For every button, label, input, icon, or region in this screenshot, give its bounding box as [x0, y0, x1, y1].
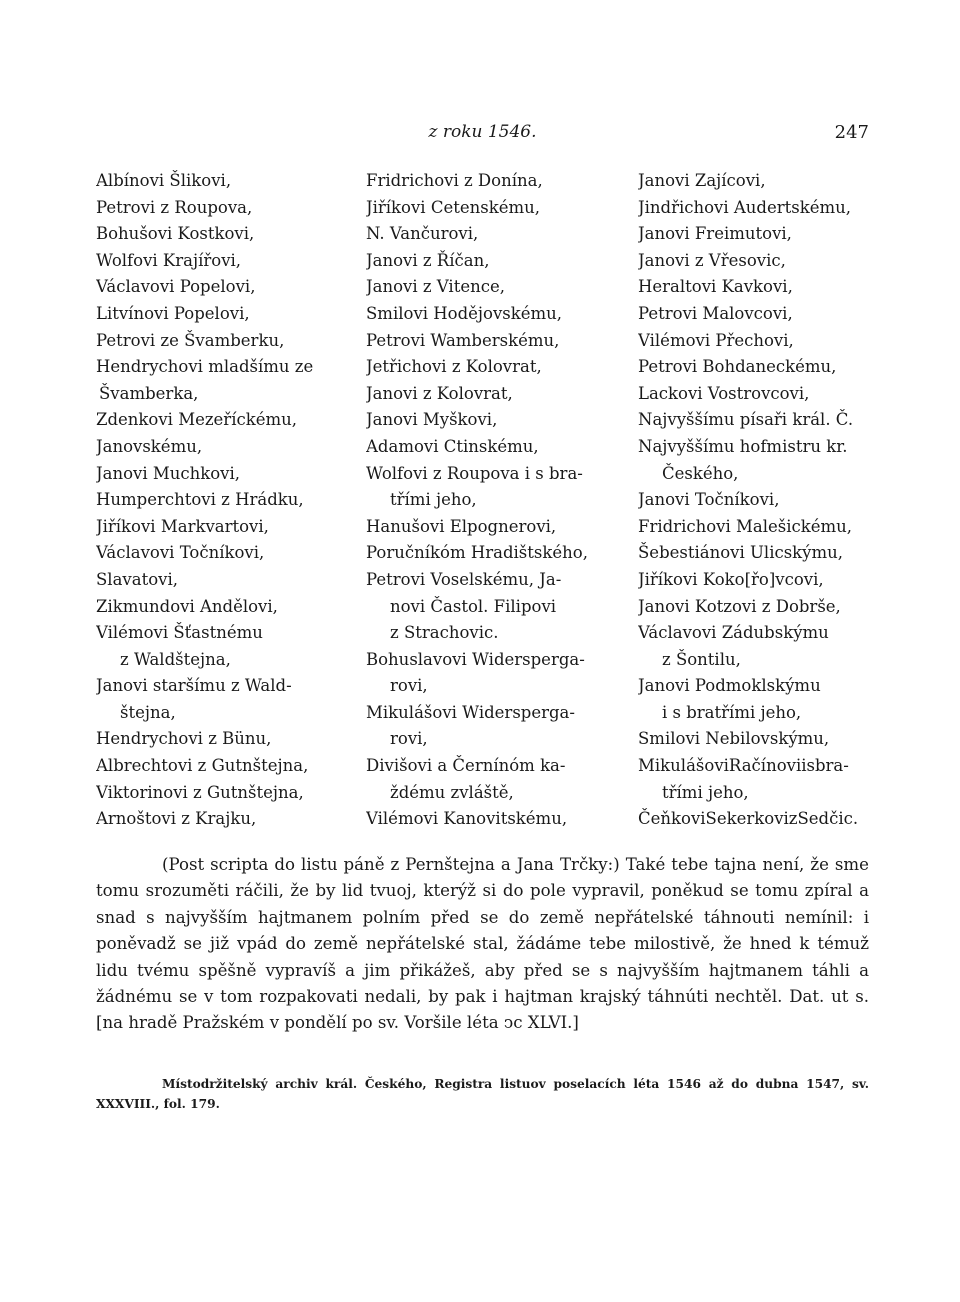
recipient-line: rovi,: [390, 729, 428, 749]
recipient-line: Janovi Freimutovi,: [638, 224, 792, 244]
recipient-line: Jetřichovi z Kolovrat,: [366, 357, 542, 377]
recipient-line: Albínovi Šlikovi,: [96, 171, 232, 190]
recipient-line: z Strachovic.: [390, 623, 499, 643]
recipient-line: Albrechtovi z Gutnštejna,: [96, 756, 309, 776]
recipient-line: Janovi Točníkovi,: [638, 490, 780, 510]
recipient-line: Švamberka,: [99, 383, 199, 403]
recipient-line: Smilovi Nebilovskýmu,: [638, 729, 830, 749]
recipient-line: ždému zvláště,: [390, 782, 514, 802]
recipient-line: Petrovi Malovcovi,: [638, 303, 793, 323]
recipient-line: Václavovi Popelovi,: [96, 277, 256, 297]
source-citation: Místodržitelský archiv král. Českého, Registra listuov poselacích léta 1546 až do dubna 1547, sv. XXXVIII., fol. 179.: [96, 1077, 869, 1111]
recipient-line: Janovi Kotzovi z Dobrše,: [638, 596, 841, 616]
recipient-line: Zdenkovi Mezeříckému,: [96, 410, 297, 430]
recipient-line: Hendrychovi z Bünu,: [96, 729, 272, 749]
recipient-line: z Waldštejna,: [120, 649, 231, 669]
recipient-line: z Šontilu,: [662, 649, 741, 669]
recipient-line: Vilémovi Přechovi,: [638, 330, 794, 350]
recipient-line: třími jeho,: [390, 490, 477, 510]
postscript-paragraph: [96, 852, 869, 1037]
recipient-line: ČeňkoviSekerkovizSedčic.: [638, 809, 859, 829]
page-number: 247: [834, 122, 869, 143]
recipient-line: Slavatovi,: [96, 569, 178, 589]
recipient-line: rovi,: [390, 676, 428, 696]
recipient-line: Petrovi Wamberskému,: [366, 330, 560, 350]
recipient-line: štejna,: [120, 702, 176, 722]
recipient-line: Šebestiánovi Ulicskýmu,: [638, 543, 844, 563]
source-note: [96, 1074, 869, 1114]
recipient-line: Jiříkovi Cetenskému,: [366, 197, 540, 217]
recipient-line: Arnoštovi z Krajku,: [96, 809, 257, 829]
recipient-line: Janovskému,: [96, 436, 203, 456]
recipient-line: MikulášoviRačínoviisbra-: [638, 756, 849, 776]
recipient-line: Bohušovi Kostkovi,: [96, 224, 255, 244]
recipient-list: [96, 168, 876, 828]
recipient-line: Václavovi Točníkovi,: [96, 543, 265, 563]
recipient-line: Jiříkovi Markvartovi,: [96, 516, 269, 536]
recipient-line: Petrovi z Roupova,: [96, 197, 253, 217]
recipient-line: N. Vančurovi,: [366, 224, 479, 244]
recipient-line: Najvyššímu písaři král. Č.: [638, 410, 854, 430]
recipient-column-3: [638, 168, 876, 833]
postscript-text: (Post scripta do listu páně z Pernštejna a Jana Trčky:) Také tebe tajna není, že sme tomu srozuměti ráčili, že by lid tvuoj, kterýž si do pole vypravil, poněkud se tomu zpíral a snad s najvyšším hajtmanem polním před se do země nepřátelské táhnouti nemínil: i poněvadž se již vpád do země nepřátelské stal, žádáme tebe milostivě, že hned k témuž lidu tvému spěšně vypravíš a jim přikážeš, aby před se s najvyšším hajtmanem táhli a žádnému se v tom rozpakovati nedali, by pak i hajtman krajský táhnúti nechtěl. Dat. ut s. [na hradě Pražském v pondělí po sv. Voršile léta ↄc XLVI.]: [96, 855, 869, 1033]
recipient-line: Wolfovi z Roupova i s bra-: [366, 463, 583, 483]
recipient-line: Petrovi Bohdaneckému,: [638, 357, 837, 377]
recipient-line: Janovi Zajícovi,: [638, 171, 766, 190]
recipient-line: Lackovi Vostrovcovi,: [638, 383, 810, 403]
recipient-line: Janovi z Říčan,: [366, 250, 490, 270]
recipient-line: Janovi Myškovi,: [366, 410, 498, 430]
recipient-line: Smilovi Hodějovskému,: [366, 303, 563, 323]
recipient-line: Vilémovi Kanovitskému,: [366, 809, 568, 829]
recipient-line: Bohuslavovi Widersperga-: [366, 649, 585, 669]
recipient-line: Adamovi Ctinskému,: [366, 436, 539, 456]
recipient-line: Janovi staršímu z Wald-: [96, 676, 292, 696]
recipient-line: Petrovi Voselskému, Ja-: [366, 569, 562, 589]
recipient-line: Janovi Muchkovi,: [96, 463, 241, 483]
recipient-line: Janovi z Kolovrat,: [366, 383, 513, 403]
recipient-line: Heraltovi Kavkovi,: [638, 277, 793, 297]
recipient-line: Jindřichovi Audertskému,: [638, 197, 852, 217]
recipient-line: Poručníkóm Hradištského,: [366, 543, 588, 563]
recipient-column-1: [96, 168, 341, 833]
recipient-line: Litvínovi Popelovi,: [96, 303, 250, 323]
recipient-line: Vilémovi Šťastnému: [96, 623, 263, 643]
recipient-line: Zikmundovi Andělovi,: [96, 596, 278, 616]
recipient-line: Janovi Podmoklskýmu: [638, 676, 821, 696]
recipient-line: i s bratřími jeho,: [662, 702, 802, 722]
recipient-line: Janovi z Vřesovic,: [638, 250, 786, 270]
recipient-line: Divišovi a Černínóm ka-: [366, 756, 566, 776]
recipient-line: Hendrychovi mladšímu ze: [96, 357, 314, 377]
recipient-line: Wolfovi Krajířovi,: [96, 250, 242, 270]
recipient-line: Viktorinovi z Gutnštejna,: [96, 782, 304, 802]
recipient-line: Hanušovi Elpognerovi,: [366, 516, 557, 536]
running-title: z roku 1546.: [428, 122, 537, 142]
page-header: [96, 122, 869, 148]
recipient-line: Janovi z Vitence,: [366, 277, 505, 297]
recipient-line: Humperchtovi z Hrádku,: [96, 490, 304, 510]
recipient-line: Fridrichovi z Donína,: [366, 171, 543, 190]
recipient-line: Českého,: [662, 463, 739, 483]
recipient-line: Najvyššímu hofmistru kr.: [638, 436, 848, 456]
recipient-line: novi Častol. Filipovi: [390, 596, 557, 616]
recipient-line: Václavovi Zádubskýmu: [638, 623, 829, 643]
recipient-line: Fridrichovi Malešickému,: [638, 516, 853, 536]
recipient-line: Mikulášovi Widersperga-: [366, 702, 575, 722]
recipient-line: Petrovi ze Švamberku,: [96, 330, 285, 350]
recipient-column-2: [366, 168, 611, 833]
recipient-line: třími jeho,: [662, 782, 749, 802]
recipient-line: Jiříkovi Koko[řo]vcovi,: [638, 569, 824, 589]
